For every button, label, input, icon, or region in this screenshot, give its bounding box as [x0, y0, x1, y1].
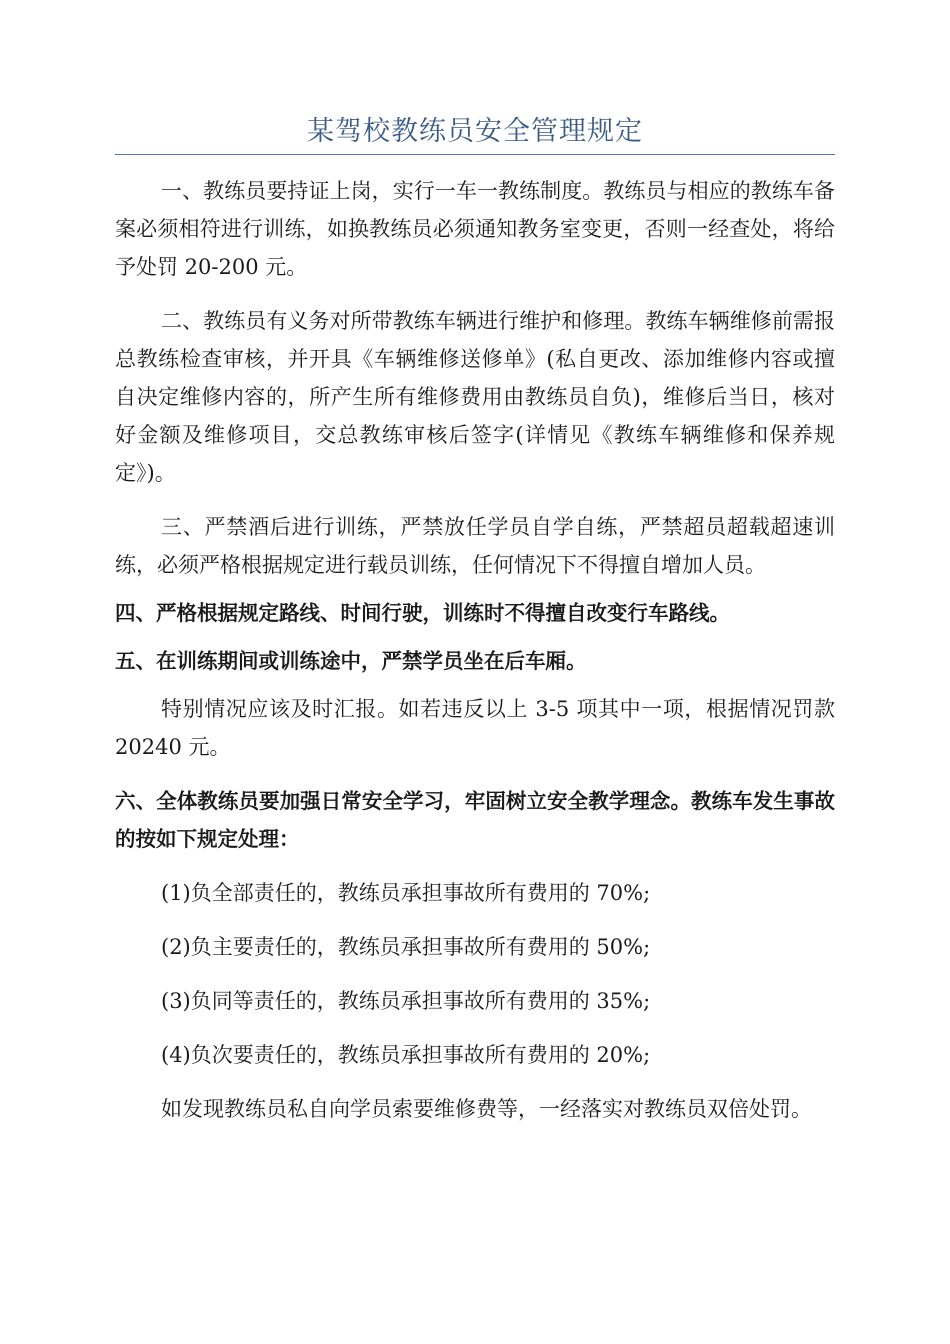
clause-5: 五、在训练期间或训练途中，严禁学员坐在后车厢。: [115, 649, 587, 673]
clause-6: 六、全体教练员要加强日常安全学习，牢固树立安全教学理念。教练车发生事故的按如下规定处理：: [115, 789, 835, 851]
clause-4: 四、严格根据规定路线、时间行驶，训练时不得擅自改变行车路线。: [115, 601, 730, 625]
liability-item: (3)负同等责任的，教练员承担事故所有费用的 35%;: [161, 989, 651, 1013]
clause-3: 三、严禁酒后进行训练，严禁放任学员自学自练，严禁超员超载超速训练，必须严格根据规定进行载员训练，任何情况下不得擅自增加人员。: [115, 515, 835, 577]
liability-item: (1)负全部责任的，教练员承担事故所有费用的 70%;: [161, 881, 651, 905]
closing-clause: 如发现教练员私自向学员索要维修费等，一经落实对教练员双倍处罚。: [161, 1097, 812, 1121]
clause-2: 二、教练员有义务对所带教练车辆进行维护和修理。教练车辆维修前需报总教练检查审核，并开具《车辆维修送修单》(私自更改、添加维修内容或擅自决定维修内容的，所产生所有维修费用由教练员自负)，维修后当日，核对好金额及维修项目，交总教练审核后签字(详情见《教练车辆维修和保养规定》)。: [115, 309, 835, 485]
clause-1: 一、教练员要持证上岗，实行一车一教练制度。教练员与相应的教练车备案必须相符进行训练，如换教练员必须通知教务室变更，否则一经查处，将给予处罚 20-200 元。: [115, 179, 835, 279]
liability-item: (4)负次要责任的，教练员承担事故所有费用的 20%;: [161, 1043, 651, 1067]
document-body: [115, 172, 835, 1128]
clause-5-note: 特别情况应该及时汇报。如若违反以上 3-5 项其中一项，根据情况罚款 20240 元。: [115, 697, 835, 759]
title-underline: [115, 154, 835, 155]
liability-item: (2)负主要责任的，教练员承担事故所有费用的 50%;: [161, 935, 651, 959]
document-title: 某驾校教练员安全管理规定: [307, 116, 643, 147]
